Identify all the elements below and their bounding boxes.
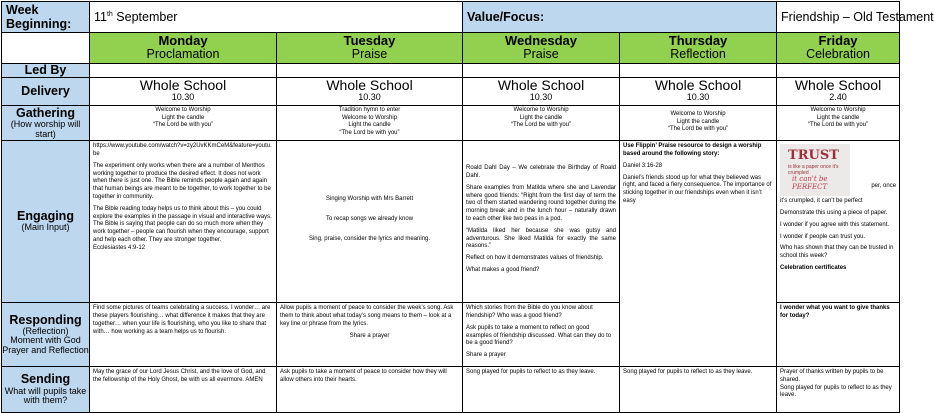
gathering-tuesday: Tradition hymn to enter Welcome to Worship Light the candle “The Lord be with you” [277, 106, 463, 141]
delivery-label: Delivery [2, 78, 90, 106]
gathering-label: Gathering (How worship will start) [2, 106, 90, 141]
gathering-monday: Welcome to Worship Light the candle “The Lord be with you” [90, 106, 277, 141]
day-wednesday: Wednesday Praise [463, 33, 620, 64]
engaging-wednesday: Roald Dahl Day – We celebrate the Birthday of Roald Dahl. Share examples from Matilda where she and Lavendar where good friends: “Right from the first day of term the two of them started wandering round together during the morning break and in the lunch hour – naturally drawn to each other like two peas in a pod. “Matilda liked her because she was gutsy and adventurous. She liked Matilda for exactly the same reasons.” Reflect on how it demonstrates values of friendship. What makes a good friend? [463, 141, 620, 303]
responding-wednesday: Which stories from the Bible do you know about friendship? Who was a good friend? Ask pupils to take a moment to reflect on good examples of friendship discussed. What can they do to be a good friend? Share a prayer [463, 303, 620, 367]
responding-tuesday: Allow pupils a moment of peace to consider the week’s song. Ask them to think about what today’s song means to them – look at a key line or phrase from the lyrics. Share a prayer [277, 303, 463, 367]
engaging-label: Engaging (Main Input) [2, 141, 90, 303]
week-beginning-label: Week Beginning: [2, 2, 90, 33]
video-link[interactable]: https://www.youtube.com/watch?v=zy2UvKKmCeM&feature=youtu.be [93, 143, 272, 157]
delivery-wednesday: Whole School 10.30 [463, 78, 620, 106]
gathering-friday: Welcome to Worship Light the candle “The Lord be with you” [777, 106, 900, 141]
led-by-monday [90, 64, 277, 78]
engaging-row [2, 141, 900, 303]
sending-monday: May the grace of our Lord Jesus Christ, and the love of God, and the fellowship of the Holy Ghost, be with us all evermore. AMEN [90, 366, 277, 412]
sending-wednesday: Song played for pupils to reflect to as they leave. [463, 366, 620, 412]
focus-label: Value/Focus: [463, 2, 777, 33]
responding-monday: Find some pictures of teams celebrating a success. I wonder… are these players flourishing… what difference it makes that they are together… when your life is flourishing, who you like to share that with… how working as a team helps us to flourish. [90, 303, 277, 367]
sending-thursday: Song played for pupils to reflect to as they leave. [620, 366, 777, 412]
week-beginning-value: 11th September [90, 2, 463, 33]
trust-paper-image: TRUST is like a paper once it's crumpled it can't be PERFECT [780, 144, 850, 196]
led-by-label: Led By [2, 64, 90, 78]
led-by-tuesday [277, 64, 463, 78]
sending-label: Sending What will pupils take with them? [2, 366, 90, 412]
gathering-row [2, 106, 900, 141]
delivery-monday: Whole School 10.30 [90, 78, 277, 106]
day-friday: Friday Celebration [777, 33, 900, 64]
delivery-thursday: Whole School 10.30 [620, 78, 777, 106]
led-by-row [2, 64, 900, 78]
engaging-thursday: Use Flippin’ Praise resource to design a worship based around the following story: Daniel 3:16-28 Daniel’s friends stood up for what they believed was right, and faced a fiery consequence. The importance of sticking together in our friendships even when it isn’t easy [620, 141, 777, 367]
led-by-friday [777, 64, 900, 78]
delivery-row [2, 78, 900, 106]
worship-plan-table [1, 1, 934, 413]
gathering-thursday: Welcome to Worship Light the candle “The Lord be with you” [620, 106, 777, 141]
sending-tuesday: Ask pupils to take a moment of peace to consider how they will allow others into their hearts. [277, 366, 463, 412]
header-row [2, 2, 900, 33]
day-monday: Monday Proclamation [90, 33, 277, 64]
day-tuesday: Tuesday Praise [277, 33, 463, 64]
engaging-tuesday: Singing Worship with Mrs Barrett To recap songs we already know Sing, praise, consider the lyrics and meaning. [277, 141, 463, 303]
delivery-tuesday: Whole School 10.30 [277, 78, 463, 106]
day-thursday: Thursday Reflection [620, 33, 777, 64]
engaging-friday: TRUST is like a paper once it's crumpled it can't be PERFECT per, once it’s crumpled, it can’t be perfect Demonstrate this using a piece of paper. I wonder if you agree with this statement. I wonder if people can trust you. Who has shown that they can be trusted in school this week? Celebration certificates [777, 141, 900, 303]
gathering-wednesday: Welcome to Worship Light the candle “The Lord be with you” [463, 106, 620, 141]
corner-cell [2, 33, 90, 64]
focus-value: Friendship – Old Testament [777, 2, 900, 33]
led-by-wednesday [463, 64, 620, 78]
responding-friday: I wonder what you want to give thanks for today? [777, 303, 900, 367]
sending-row [2, 366, 900, 412]
led-by-thursday [620, 64, 777, 78]
delivery-friday: Whole School 2.40 [777, 78, 900, 106]
days-row [2, 33, 900, 64]
responding-label: Responding (Reflection) Moment with God Prayer and Reflection [2, 303, 90, 367]
sending-friday: Prayer of thanks written by pupils to be shared. Song played for pupils to reflect to as they leave. [777, 366, 900, 412]
engaging-monday: https://www.youtube.com/watch?v=zy2UvKKmCeM&feature=youtu.be The experiment only works when there are a number of Menthos working together to produce the desired effect. It does not work when there is just one. The Bible reminds people again and again that human beings are meant to be together, to work together to be together in community. The Bible reading today helps us to think about this – you could explore the examples in the passage in visual and interactive ways. The Bible is saying that people can do so much more when they work together – people can flourish when they encourage, support and help each other. They are stronger together. Ecclesiastes 4:9-12 [90, 141, 277, 303]
